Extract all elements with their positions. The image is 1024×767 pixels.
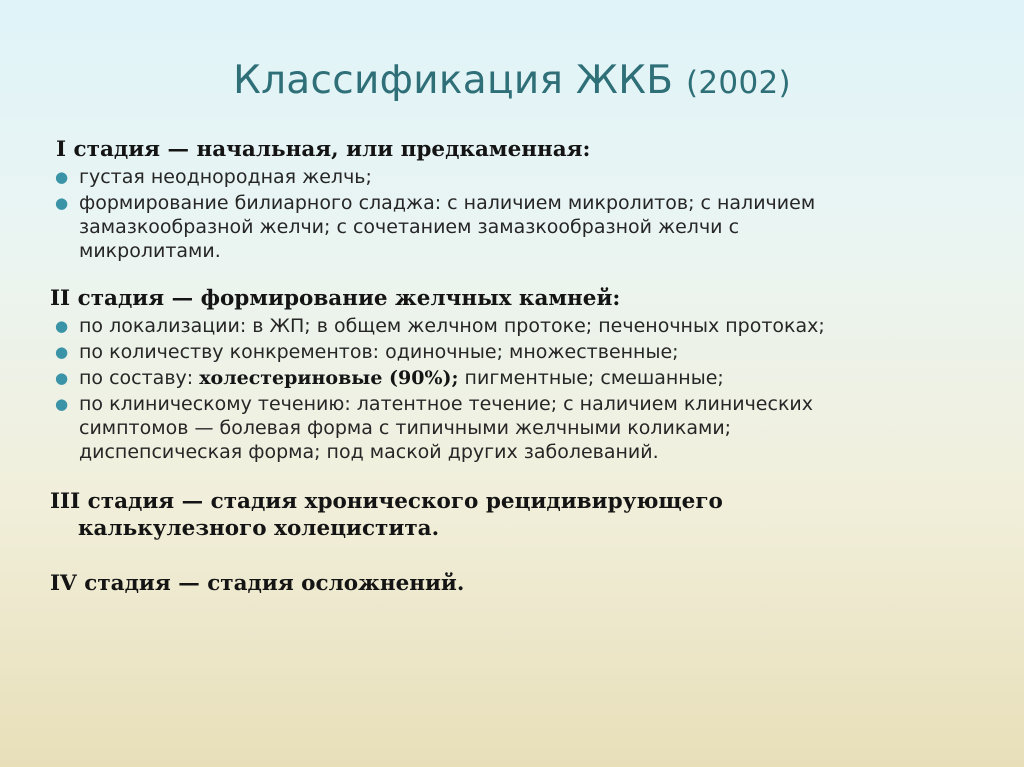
- stage-3: [50, 488, 990, 542]
- bullet-dot-icon: ●: [55, 369, 69, 387]
- stage-2-list: [50, 314, 990, 464]
- list-item-text: [79, 366, 990, 390]
- bullet-dot-icon: ●: [55, 317, 69, 335]
- list-item-text: по клиническому течению: латентное течение; с наличием клинических: [79, 393, 814, 415]
- list-item-text: замазкообразной желчи; с сочетанием замазкообразной желчи с: [79, 216, 740, 238]
- list-item: [50, 191, 990, 263]
- title-main: Классификация ЖКБ: [233, 58, 674, 103]
- list-item: [50, 314, 990, 338]
- stage-2-heading: II стадия — формирование желчных камней:: [50, 286, 621, 311]
- slide-content: [50, 136, 990, 597]
- stage-4-heading: IV стадия — стадия осложнений.: [50, 571, 465, 596]
- list-item-text: диспепсическая форма; под маской других заболеваний.: [79, 441, 659, 463]
- title-year: (2002): [686, 65, 791, 101]
- list-item-text: густая неоднородная желчь;: [79, 166, 372, 188]
- list-item: [50, 392, 990, 464]
- bullet-dot-icon: ●: [55, 168, 69, 186]
- composition-suffix: пигментные; смешанные;: [458, 367, 724, 389]
- stage-2: [50, 285, 990, 464]
- bullet-dot-icon: ●: [55, 343, 69, 361]
- stage-1-heading: I стадия — начальная, или предкаменная:: [56, 137, 591, 162]
- stage-3-heading-line: III стадия — стадия хронического рецидивирующего: [50, 489, 723, 514]
- list-item: [50, 340, 990, 364]
- list-item-text: микролитами.: [79, 240, 221, 262]
- list-item-text: по количеству конкрементов: одиночные; множественные;: [79, 341, 679, 363]
- stage-4: [50, 570, 990, 597]
- composition-highlight: холестериновые (90%);: [199, 367, 459, 389]
- stage-3-heading-line: калькулезного холецистита.: [78, 516, 440, 541]
- slide-title: [0, 58, 1024, 103]
- list-item-text: формирование билиарного сладжа: с наличием микролитов; с наличием: [79, 192, 816, 214]
- stage-3-heading: [50, 488, 990, 542]
- list-item-text: симптомов — болевая форма с типичными желчными коликами;: [79, 417, 732, 439]
- bullet-dot-icon: ●: [55, 194, 69, 212]
- composition-prefix: по составу:: [79, 367, 200, 389]
- bullet-dot-icon: ●: [55, 395, 69, 413]
- stage-1-list: [50, 165, 990, 263]
- list-item: [50, 165, 990, 189]
- list-item: [50, 366, 990, 390]
- stage-1: [50, 136, 990, 263]
- list-item-text: по локализации: в ЖП; в общем желчном протоке; печеночных протоках;: [79, 315, 825, 337]
